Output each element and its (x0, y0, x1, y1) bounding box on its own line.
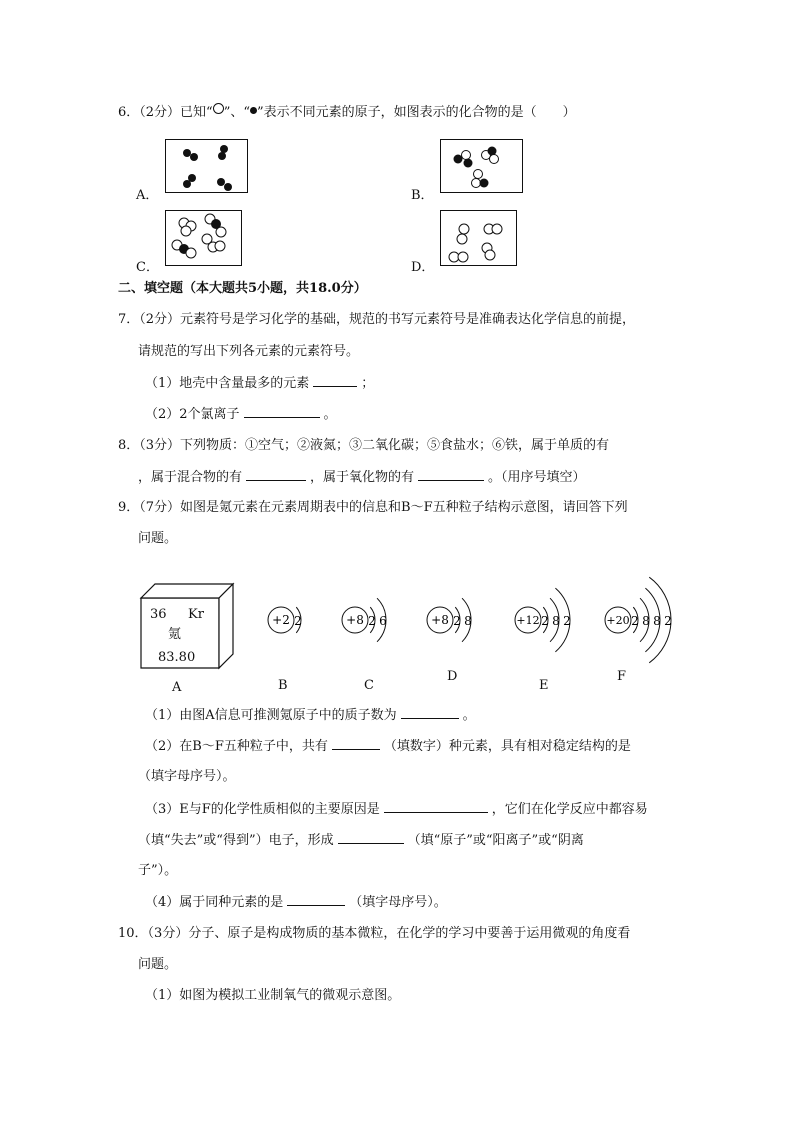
q7-sub2-blank[interactable] (244, 405, 320, 418)
option-d-label: D． (411, 260, 435, 275)
q6-text-c: ”表示不同元素的原子，如图表示的化合物的是（ ） (257, 105, 576, 120)
q9-sub2 (145, 737, 631, 756)
q7-sub2-end: 。 (323, 407, 337, 422)
q9-sub2-text-b: （填数字）种元素，具有相对稳定结构的是 (383, 739, 631, 754)
q9-line2: 问题。 (138, 531, 178, 546)
element-name: 氪 (168, 627, 182, 642)
q9-sub3-text-a: （3）E与F的化学性质相似的主要原因是 (145, 802, 380, 817)
shell-electron-count: 2 (453, 614, 461, 628)
section-2-heading: 二、填空题（本大题共5小题，共18.0分） (118, 281, 367, 296)
q8-blank-mixture[interactable] (246, 468, 306, 481)
nucleus-charge: +2 (272, 613, 290, 627)
option-a-label: A． (136, 188, 159, 203)
atom-label-e: E (539, 678, 549, 693)
element-atomic-number: 36 (150, 607, 167, 622)
q9-sub3-text-d: （填“原子”或“阳离子”或“阴离 (407, 833, 584, 848)
q9-sub1-blank[interactable] (401, 706, 459, 719)
shell-electron-count: 8 (552, 614, 560, 628)
shell-electron-count: 8 (642, 614, 650, 628)
q6-stem (118, 103, 576, 122)
shell-electron-count: 2 (368, 614, 376, 628)
q9-sub2-blank[interactable] (332, 737, 380, 750)
nucleus-charge: +8 (346, 613, 364, 627)
shell-electron-count: 8 (464, 614, 472, 628)
q10-line2: 问题。 (138, 957, 178, 972)
shell-electron-count: 2 (664, 614, 672, 628)
q8-text-b: ，属于氧化物的有 (310, 470, 415, 485)
atom-label-c: C (364, 678, 374, 693)
q6-text-b: ”、“ (223, 105, 250, 120)
option-d-molecules (440, 210, 516, 265)
option-b-molecules (440, 139, 522, 192)
shell-electron-count: 2 (294, 614, 302, 628)
shell-electron-count: 6 (379, 614, 387, 628)
q7-sub2-text: （2）2个氯离子 (145, 407, 240, 422)
atom-diagram-e (510, 550, 600, 690)
q9-sub3-text-b: ，它们在化学反应中都容易 (491, 802, 648, 817)
atom-label-d: D (447, 669, 458, 684)
q9-sub3-line3: 子”）。 (138, 863, 178, 878)
q9-sub3 (145, 800, 648, 819)
q8-line2 (138, 468, 586, 487)
q9-sub2-text-a: （2）在B～F五种粒子中，共有 (145, 739, 328, 754)
q9-sub3-blank-ion[interactable] (338, 831, 404, 844)
q7-sub1-blank[interactable] (313, 374, 357, 387)
q9-sub4 (145, 893, 447, 912)
option-c-molecules (165, 210, 241, 265)
q10-line1: 10．（3分）分子、原子是构成物质的基本微粒，在化学的学习中要善于运用微观的角度看 (118, 926, 631, 941)
q9-sub2-cont: （填字母序号）。 (138, 769, 236, 784)
atom-label-b: B (278, 678, 288, 693)
q10-sub1: （1）如图为模拟工业制氧气的微观示意图。 (145, 988, 401, 1003)
q7-sub2 (145, 405, 337, 424)
q9-sub1-end: 。 (462, 708, 476, 723)
q7-line1: 7．（2分）元素符号是学习化学的基础，规范的书写元素符号是准确表达化学信息的前提， (118, 312, 636, 327)
atom-diagram-f (600, 550, 690, 690)
nucleus-charge: +12 (516, 614, 540, 627)
solid-atom-icon (250, 107, 257, 114)
atom-diagram-d (422, 550, 512, 690)
shell-electron-count: 2 (541, 614, 549, 628)
element-atomic-mass: 83.80 (158, 650, 196, 665)
q9-sub3-blank-reason[interactable] (384, 800, 488, 813)
option-a-molecules (165, 139, 247, 192)
element-symbol: Kr (188, 607, 204, 622)
atom-label-f: F (617, 669, 627, 684)
atom-diagram-c (337, 550, 427, 690)
q9-sub4-text-a: （4）属于同种元素的是 (145, 895, 284, 910)
q8-line1: 8．（3分）下列物质：①空气；②液氮；③二氧化碳；⑤食盐水；⑥铁，属于单质的有 (118, 438, 610, 453)
q8-blank-oxide[interactable] (418, 468, 484, 481)
shell-electron-count: 2 (563, 614, 571, 628)
q7-line2: 请规范的写出下列各元素的元素符号。 (138, 344, 360, 359)
q9-sub1 (145, 706, 476, 725)
q9-sub3-line2 (138, 831, 584, 850)
q7-sub1 (145, 374, 374, 393)
option-b-label: B． (411, 188, 434, 203)
q6-text-a: 6．（2分）已知“ (118, 105, 213, 120)
element-cell-label: A (172, 680, 182, 695)
q9-sub4-text-b: （填字母序号）。 (349, 895, 447, 910)
q8-text-a: ，属于混合物的有 (138, 470, 243, 485)
q9-sub4-blank[interactable] (287, 893, 345, 906)
q7-sub1-end: ； (361, 376, 375, 391)
shell-electron-count: 8 (653, 614, 661, 628)
nucleus-charge: +20 (606, 614, 630, 627)
hollow-atom-icon (213, 103, 224, 114)
q8-text-c: 。（用序号填空） (488, 470, 586, 485)
q9-sub1-text: （1）由图A信息可推测氪原子中的质子数为 (145, 708, 397, 723)
option-c-label: C． (136, 260, 159, 275)
q7-sub1-text: （1）地壳中含量最多的元素 (145, 376, 310, 391)
nucleus-charge: +8 (431, 613, 449, 627)
q9-sub3-text-c: （填“失去”或“得到”）电子，形成 (138, 833, 334, 848)
shell-electron-count: 2 (631, 614, 639, 628)
q9-line1: 9．（7分）如图是氪元素在元素周期表中的信息和B～F五种粒子结构示意图，请回答下列 (118, 500, 628, 515)
